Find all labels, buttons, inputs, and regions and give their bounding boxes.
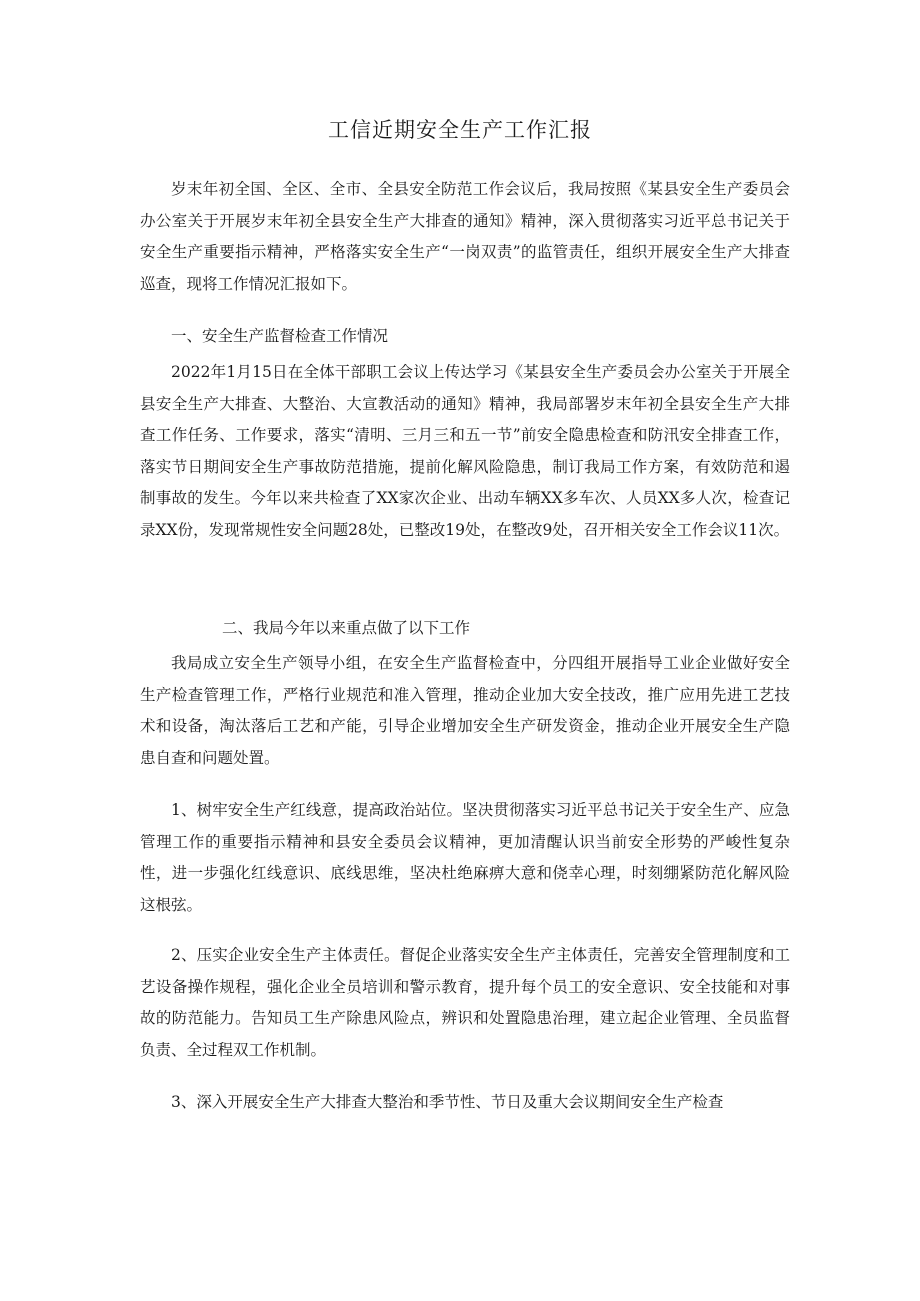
section-heading-1: 一、安全生产监督检查工作情况 [171, 327, 389, 345]
section-heading-2: 二、我局今年以来重点做了以下工作 [222, 619, 471, 637]
list-item-1: 1、树牢安全生产红线意，提高政治站位。坚决贯彻落实习近平总书记关于安全生产、应急管理工作的重要指示精神和县安全委员会议精神，更加清醒认识当前安全形势的严峻性复杂性，进一步强化红线意识、底线思维，坚决杜绝麻痹大意和侥幸心理，时刻绷紧防范化解风险这根弦。 [140, 801, 790, 914]
list-item-2: 2、压实企业安全生产主体责任。督促企业落实安全生产主体责任，完善安全管理制度和工艺设备操作规程，强化企业全员培训和警示教育，提升每个员工的安全意识、安全技能和对事故的防范能力。告知员工生产除患风险点，辨识和处置隐患治理，建立起企业管理、全员监督负责、全过程双工作机制。 [140, 946, 790, 1059]
section-1-paragraph: 2022年1月15日在全体干部职工会议上传达学习《某县安全生产委员会办公室关于开展全县安全生产大排查、大整治、大宣教活动的通知》精神，我局部署岁末年初全县安全生产大排查工作任务、工作要求，落实“清明、三月三和五一节”前安全隐患检查和防汛安全排查工作，落实节日期间安全生产事故防范措施，提前化解风险隐患，制订我局工作方案，有效防范和遏制事故的发生。今年以来共检查了XX家次企业、出动车辆XX多车次、人员XX多人次，检查记录XX份，发现常规性安全问题28处，已整改19处，在整改9处，召开相关安全工作会议11次。 [140, 363, 790, 539]
page-title: 工信近期安全生产工作汇报 [328, 118, 592, 142]
list-item-3: 3、深入开展安全生产大排查大整治和季节性、节日及重大会议期间安全生产检查 [171, 1093, 724, 1111]
intro-paragraph: 岁末年初全国、全区、全市、全县安全防范工作会议后，我局按照《某县安全生产委员会办公室关于开展岁末年初全县安全生产大排查的通知》精神，深入贯彻落实习近平总书记关于安全生产重要指示精神，严格落实安全生产“一岗双责”的监管责任，组织开展安全生产大排查巡查，现将工作情况汇报如下。 [140, 180, 790, 293]
section-2-paragraph: 我局成立安全生产领导小组，在安全生产监督检查中，分四组开展指导工业企业做好安全生产检查管理工作，严格行业规范和准入管理，推动企业加大安全技改，推广应用先进工艺技术和设备，淘汰落后工艺和产能，引导企业增加安全生产研发资金，推动企业开展安全生产隐患自查和问题处置。 [140, 654, 790, 767]
